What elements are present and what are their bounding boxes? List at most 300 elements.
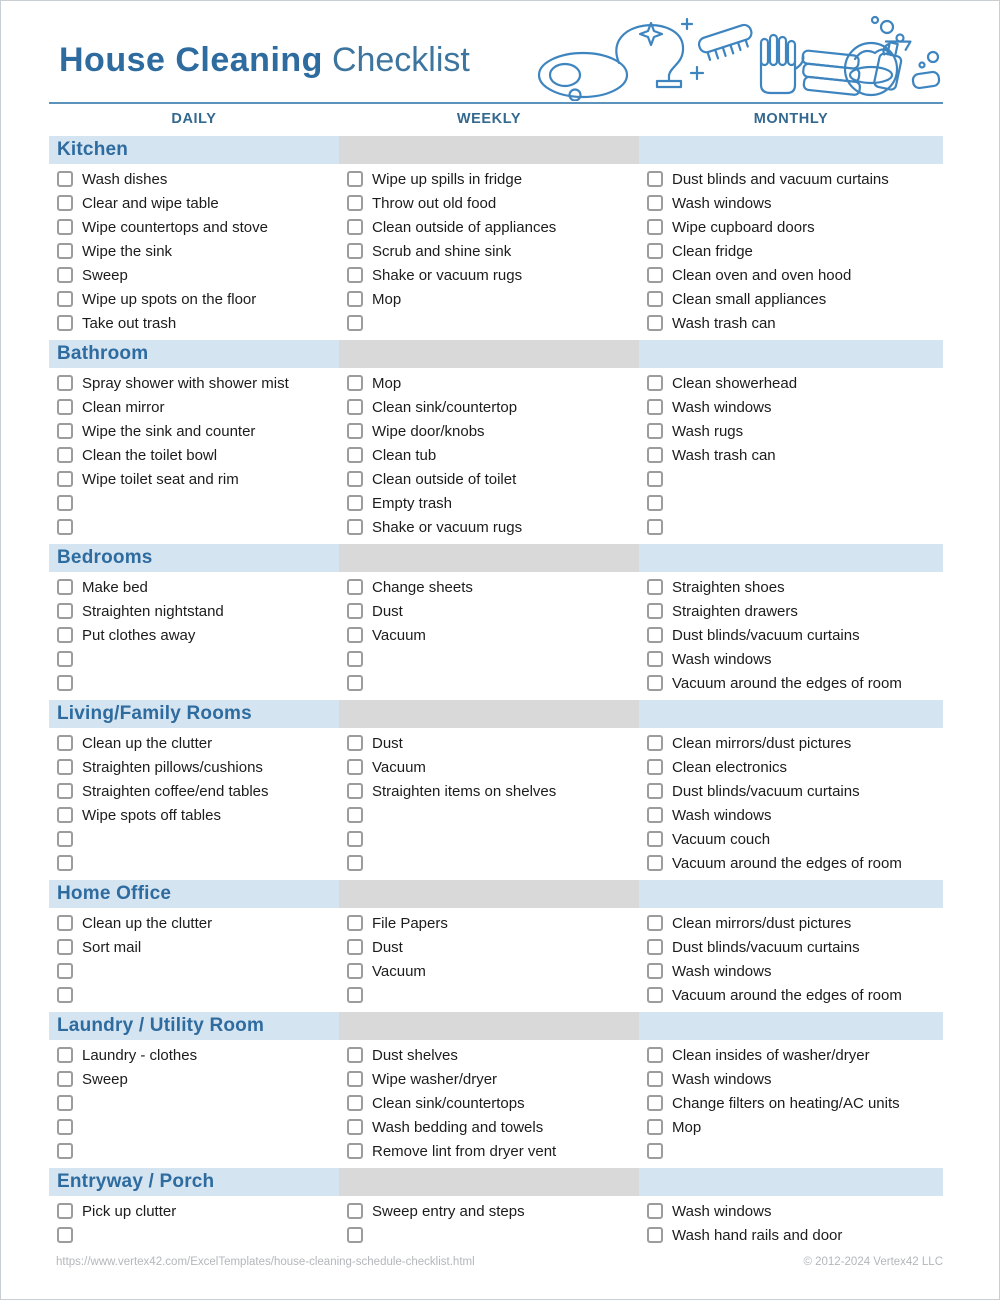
checklist-item (339, 1091, 639, 1115)
checkbox[interactable] (647, 675, 663, 691)
band-segment-daily (49, 136, 339, 164)
task-label: Clear and wipe table (82, 194, 219, 212)
task-label: Wash bedding and towels (372, 1118, 544, 1136)
checkbox[interactable] (347, 375, 363, 391)
checklist-item (49, 623, 339, 647)
band-segment-monthly (639, 1012, 943, 1040)
checklist-item (49, 371, 339, 395)
checklist-item (49, 311, 339, 335)
checklist-item (339, 647, 639, 671)
task-label: Scrub and shine sink (372, 242, 512, 260)
checkbox[interactable] (57, 243, 73, 259)
checklist-item (49, 1199, 339, 1223)
checkbox[interactable] (57, 519, 73, 535)
section-title: Bathroom (57, 343, 149, 364)
checkbox[interactable] (347, 603, 363, 619)
checklist-item (639, 1139, 943, 1163)
checklist-item (49, 1115, 339, 1139)
column-weekly (339, 371, 639, 539)
checklist-item (339, 575, 639, 599)
task-label: Vacuum around the edges of room (672, 854, 902, 872)
checkbox[interactable] (57, 963, 73, 979)
checkbox[interactable] (647, 1095, 663, 1111)
task-label: Sweep (82, 1070, 128, 1088)
checkbox[interactable] (647, 471, 663, 487)
checklist-item (49, 851, 339, 875)
checklist-item (49, 599, 339, 623)
column-daily (49, 1199, 339, 1247)
task-label: Clean up the clutter (82, 914, 213, 932)
column-daily (49, 731, 339, 875)
checkbox[interactable] (57, 735, 73, 751)
checkbox[interactable] (347, 447, 363, 463)
checkbox[interactable] (57, 1143, 73, 1159)
section-rows (49, 368, 943, 542)
task-label: Clean fridge (672, 242, 753, 260)
checkbox[interactable] (347, 243, 363, 259)
checklist-item (49, 731, 339, 755)
checkbox[interactable] (647, 171, 663, 187)
task-label: Laundry - clothes (82, 1046, 198, 1064)
column-monthly (639, 731, 943, 875)
checkbox[interactable] (647, 219, 663, 235)
checklist-item (49, 647, 339, 671)
checklist-item (339, 827, 639, 851)
checklist-item (49, 263, 339, 287)
checklist-item (339, 467, 639, 491)
checklist-item (639, 755, 943, 779)
checkbox[interactable] (347, 219, 363, 235)
checkbox[interactable] (347, 1203, 363, 1219)
section-title: Bedrooms (57, 547, 153, 568)
task-label: Wipe spots off tables (82, 806, 221, 824)
checkbox[interactable] (347, 627, 363, 643)
checkbox[interactable] (57, 759, 73, 775)
task-label: Clean sink/countertops (372, 1094, 525, 1112)
checklist-item (639, 935, 943, 959)
checkbox[interactable] (57, 171, 73, 187)
checkbox[interactable] (347, 171, 363, 187)
checkbox[interactable] (647, 651, 663, 667)
checkbox[interactable] (347, 831, 363, 847)
checkbox[interactable] (347, 423, 363, 439)
task-label: Clean outside of appliances (372, 218, 557, 236)
checklist-item (49, 779, 339, 803)
checklist-item (339, 731, 639, 755)
task-label: Mop (372, 290, 402, 308)
page-title (59, 41, 470, 80)
checklist-item (339, 215, 639, 239)
checklist-item (339, 1223, 639, 1247)
checklist-item (639, 575, 943, 599)
checklist-item (339, 1115, 639, 1139)
checkbox[interactable] (57, 855, 73, 871)
checkbox[interactable] (647, 399, 663, 415)
checklist-item (339, 1067, 639, 1091)
band-segment-weekly (339, 1168, 639, 1196)
checklist-item (339, 671, 639, 695)
section (49, 136, 943, 338)
checklist-item (49, 671, 339, 695)
column-headers (49, 104, 943, 134)
task-label: Clean oven and oven hood (672, 266, 852, 284)
section-title: Kitchen (57, 139, 129, 160)
band-segment-daily (49, 544, 339, 572)
column-monthly (639, 371, 943, 539)
checkbox[interactable] (347, 1047, 363, 1063)
checklist-item (49, 443, 339, 467)
checkbox[interactable] (57, 627, 73, 643)
checkbox[interactable] (647, 963, 663, 979)
checkbox[interactable] (647, 831, 663, 847)
column-monthly (639, 1199, 943, 1247)
checkbox[interactable] (57, 423, 73, 439)
checkbox[interactable] (647, 195, 663, 211)
checklist-item (339, 779, 639, 803)
checkbox[interactable] (57, 447, 73, 463)
section (49, 880, 943, 1010)
checkbox[interactable] (57, 291, 73, 307)
task-label: Wash windows (672, 1070, 772, 1088)
task-label: Clean small appliances (672, 290, 827, 308)
task-label: Clean mirrors/dust pictures (672, 914, 852, 932)
checklist-item (639, 515, 943, 539)
soap-icon (912, 52, 940, 89)
checklist-item (339, 1199, 639, 1223)
section-rows (49, 1040, 943, 1166)
checklist-item (639, 1115, 943, 1139)
section-rows (49, 908, 943, 1010)
checkbox[interactable] (647, 1047, 663, 1063)
checkbox[interactable] (57, 471, 73, 487)
checklist-item (639, 467, 943, 491)
task-label: Dust blinds/vacuum curtains (672, 782, 860, 800)
checkbox[interactable] (347, 1227, 363, 1243)
page-header (49, 1, 943, 104)
task-label: Wipe the sink and counter (82, 422, 256, 440)
checklist-item (339, 803, 639, 827)
checkbox[interactable] (647, 375, 663, 391)
column-header-daily: DAILY (171, 111, 217, 127)
section-title: Entryway / Porch (57, 1171, 215, 1192)
task-label: Clean the toilet bowl (82, 446, 218, 464)
task-label: Take out trash (82, 314, 177, 332)
checklist-item (639, 287, 943, 311)
checklist-item (639, 215, 943, 239)
checklist-item (49, 1091, 339, 1115)
column-weekly (339, 575, 639, 695)
checkbox[interactable] (647, 1119, 663, 1135)
section-header-band (49, 880, 943, 908)
task-label: Wipe up spots on the floor (82, 290, 257, 308)
checklist-item (339, 419, 639, 443)
content (49, 1, 943, 1268)
checkbox[interactable] (647, 579, 663, 595)
checklist-item (639, 395, 943, 419)
checklist-item (49, 467, 339, 491)
checkbox[interactable] (647, 915, 663, 931)
section (49, 1168, 943, 1250)
checkbox[interactable] (347, 399, 363, 415)
checkbox[interactable] (647, 807, 663, 823)
checklist-item (639, 419, 943, 443)
checkbox[interactable] (57, 807, 73, 823)
checklist-item (639, 239, 943, 263)
task-label: Dust blinds/vacuum curtains (672, 938, 860, 956)
sections (49, 136, 943, 1250)
cleaning-doodles-icon (531, 11, 943, 101)
task-label: Wipe up spills in fridge (372, 170, 523, 188)
checklist-item (639, 491, 943, 515)
checklist-item (639, 911, 943, 935)
vacuum-icon (539, 25, 683, 100)
checkbox[interactable] (57, 579, 73, 595)
task-label: Wipe door/knobs (372, 422, 485, 440)
checklist-item (339, 755, 639, 779)
band-segment-monthly (639, 700, 943, 728)
checkbox[interactable] (347, 1143, 363, 1159)
checkbox[interactable] (647, 603, 663, 619)
checkbox[interactable] (57, 651, 73, 667)
checklist-item (49, 1139, 339, 1163)
column-monthly (639, 167, 943, 335)
checklist-item (49, 491, 339, 515)
section-rows (49, 728, 943, 878)
checklist-item (339, 395, 639, 419)
checkbox[interactable] (347, 315, 363, 331)
checkbox[interactable] (57, 915, 73, 931)
checkbox[interactable] (57, 831, 73, 847)
checkbox[interactable] (647, 1071, 663, 1087)
checklist-item (639, 779, 943, 803)
checkbox[interactable] (347, 675, 363, 691)
task-label: Sweep (82, 266, 128, 284)
checkbox[interactable] (347, 291, 363, 307)
task-label: Vacuum couch (672, 830, 771, 848)
checkbox[interactable] (57, 1047, 73, 1063)
task-label: Clean mirrors/dust pictures (672, 734, 852, 752)
checklist-item (339, 959, 639, 983)
checkbox[interactable] (347, 987, 363, 1003)
task-label: Vacuum around the edges of room (672, 986, 902, 1004)
checklist-item (639, 827, 943, 851)
checkbox[interactable] (347, 471, 363, 487)
checkbox[interactable] (647, 291, 663, 307)
checkbox[interactable] (57, 195, 73, 211)
task-label: File Papers (372, 914, 448, 932)
checkbox[interactable] (347, 1095, 363, 1111)
checkbox[interactable] (347, 579, 363, 595)
checkbox[interactable] (57, 375, 73, 391)
checkbox[interactable] (647, 495, 663, 511)
checklist-item (639, 599, 943, 623)
section (49, 340, 943, 542)
checkbox[interactable] (647, 759, 663, 775)
checklist-item (49, 515, 339, 539)
column-monthly (639, 911, 943, 1007)
checklist-item (639, 983, 943, 1007)
checkbox[interactable] (57, 939, 73, 955)
column-header-monthly: MONTHLY (753, 111, 829, 127)
checklist-item (339, 191, 639, 215)
checkbox[interactable] (57, 783, 73, 799)
checkbox[interactable] (647, 987, 663, 1003)
checkbox[interactable] (647, 243, 663, 259)
checkbox[interactable] (647, 627, 663, 643)
page-title-light: Checklist (331, 41, 470, 79)
checkbox[interactable] (57, 1119, 73, 1135)
checklist-item (49, 983, 339, 1007)
checkbox[interactable] (57, 603, 73, 619)
section-rows (49, 164, 943, 338)
section-header-band (49, 340, 943, 368)
checkbox[interactable] (347, 963, 363, 979)
checkbox[interactable] (647, 735, 663, 751)
column-weekly (339, 1043, 639, 1163)
checkbox[interactable] (347, 1071, 363, 1087)
checklist-item (339, 263, 639, 287)
checkbox[interactable] (347, 807, 363, 823)
checklist-item (639, 1199, 943, 1223)
checkbox[interactable] (647, 1143, 663, 1159)
task-label: Clean up the clutter (82, 734, 213, 752)
checkbox[interactable] (347, 855, 363, 871)
column-daily (49, 911, 339, 1007)
checklist-item (639, 191, 943, 215)
checkbox[interactable] (647, 1227, 663, 1243)
checkbox[interactable] (57, 1227, 73, 1243)
task-label: Wash hand rails and door (672, 1226, 843, 1244)
checkbox[interactable] (347, 1119, 363, 1135)
task-label: Straighten drawers (672, 602, 798, 620)
checkbox[interactable] (347, 915, 363, 931)
checkbox[interactable] (347, 735, 363, 751)
checklist-item (339, 167, 639, 191)
task-label: Clean electronics (672, 758, 788, 776)
checkbox[interactable] (347, 759, 363, 775)
checklist-item (49, 191, 339, 215)
task-label: Clean tub (372, 446, 437, 464)
checkbox[interactable] (347, 267, 363, 283)
checkbox[interactable] (647, 519, 663, 535)
band-segment-daily (49, 340, 339, 368)
checkbox[interactable] (647, 1203, 663, 1219)
task-label: Dust (372, 938, 403, 956)
checkbox[interactable] (347, 651, 363, 667)
task-label: Sweep entry and steps (372, 1202, 525, 1220)
checklist-item (339, 443, 639, 467)
checklist-item (339, 287, 639, 311)
checkbox[interactable] (347, 195, 363, 211)
checklist-item (49, 395, 339, 419)
task-label: Clean insides of washer/dryer (672, 1046, 870, 1064)
checkbox[interactable] (57, 267, 73, 283)
band-segment-weekly (339, 136, 639, 164)
checklist-item (639, 851, 943, 875)
band-segment-monthly (639, 136, 943, 164)
task-label: Dust (372, 602, 403, 620)
section-header-band (49, 700, 943, 728)
checkbox[interactable] (57, 219, 73, 235)
task-label: Clean showerhead (672, 374, 798, 392)
checklist-item (49, 803, 339, 827)
task-label: Straighten items on shelves (372, 782, 557, 800)
checkbox[interactable] (57, 399, 73, 415)
checkbox[interactable] (57, 1071, 73, 1087)
column-header-weekly: WEEKLY (456, 111, 522, 127)
checklist-item (49, 287, 339, 311)
section-title: Home Office (57, 883, 172, 904)
task-label: Vacuum (372, 962, 426, 980)
footer-url-link[interactable]: https://www.vertex42.com/ExcelTemplates/house-cleaning-schedule-checklist.html (56, 1256, 475, 1268)
section-rows (49, 572, 943, 698)
page-footer (49, 1256, 943, 1268)
checklist-item (639, 623, 943, 647)
checklist-item (339, 911, 639, 935)
section (49, 700, 943, 878)
checklist-item (639, 671, 943, 695)
checklist-item (49, 935, 339, 959)
checkbox[interactable] (647, 939, 663, 955)
checkbox[interactable] (647, 267, 663, 283)
checkbox[interactable] (647, 423, 663, 439)
checkbox[interactable] (57, 495, 73, 511)
task-label: Wipe countertops and stove (82, 218, 268, 236)
task-label: Vacuum (372, 626, 426, 644)
task-label: Make bed (82, 578, 148, 596)
band-segment-daily (49, 1012, 339, 1040)
task-label: Wash trash can (672, 446, 776, 464)
checklist-item (639, 1067, 943, 1091)
checkbox[interactable] (347, 519, 363, 535)
section-header-band (49, 136, 943, 164)
task-label: Dust shelves (372, 1046, 458, 1064)
section-header-band (49, 1168, 943, 1196)
band-segment-monthly (639, 544, 943, 572)
checkbox[interactable] (647, 855, 663, 871)
section-title: Laundry / Utility Room (57, 1015, 265, 1036)
checklist-item (339, 1139, 639, 1163)
task-label: Straighten nightstand (82, 602, 224, 620)
checklist-item (49, 827, 339, 851)
checkbox[interactable] (347, 783, 363, 799)
checkbox[interactable] (647, 447, 663, 463)
band-segment-monthly (639, 880, 943, 908)
checkbox[interactable] (57, 987, 73, 1003)
checklist-item (639, 803, 943, 827)
checkbox[interactable] (647, 315, 663, 331)
band-segment-daily (49, 880, 339, 908)
footer-copyright: © 2012-2024 Vertex42 LLC (803, 1256, 943, 1268)
task-label: Mop (372, 374, 402, 392)
checkbox[interactable] (57, 1095, 73, 1111)
checkbox[interactable] (347, 495, 363, 511)
checkbox[interactable] (647, 783, 663, 799)
checkbox[interactable] (57, 315, 73, 331)
checkbox[interactable] (347, 939, 363, 955)
checklist-item (339, 515, 639, 539)
checkbox[interactable] (57, 1203, 73, 1219)
checklist-item (49, 755, 339, 779)
task-label: Throw out old food (372, 194, 497, 212)
checklist-item (49, 575, 339, 599)
task-label: Wipe cupboard doors (672, 218, 815, 236)
checkbox[interactable] (57, 675, 73, 691)
task-label: Put clothes away (82, 626, 196, 644)
column-weekly (339, 167, 639, 335)
checklist-item (49, 959, 339, 983)
column-monthly (639, 575, 943, 695)
